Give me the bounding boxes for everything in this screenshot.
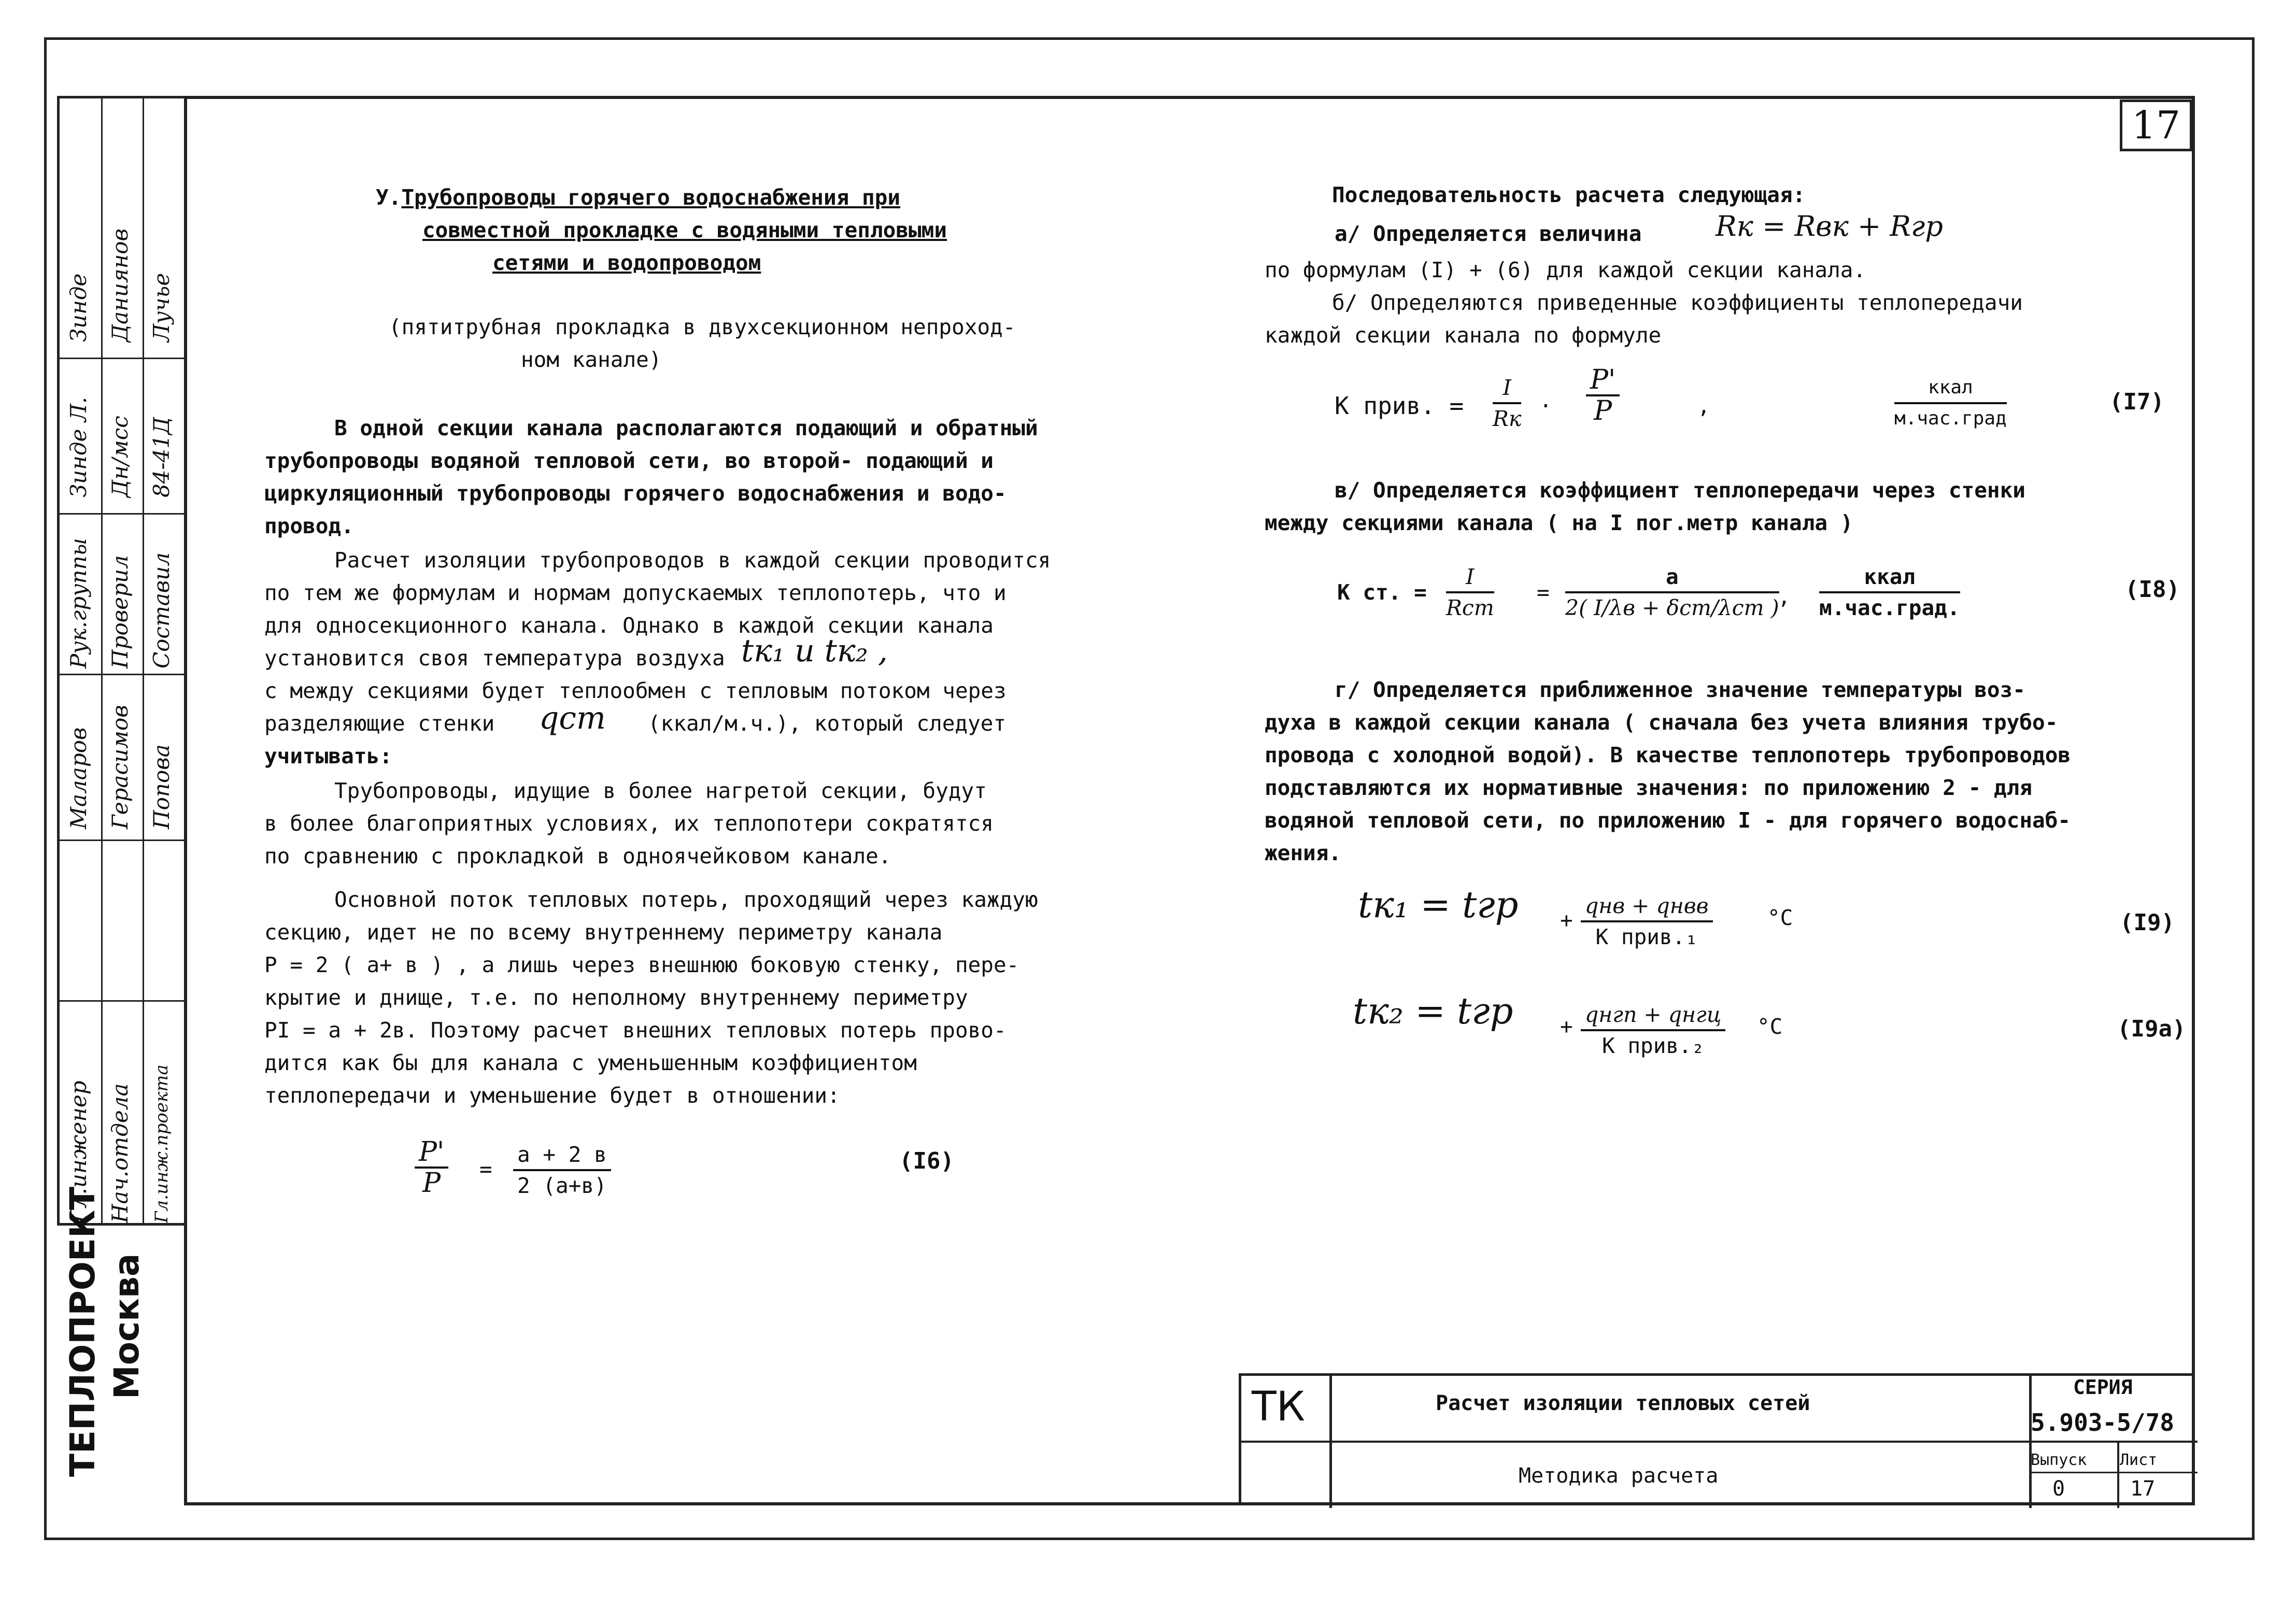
formula-rk: Rк = Rвк + Rгр: [1716, 210, 1943, 243]
paragraph-line: Последовательность расчета следующая:: [1332, 182, 1806, 207]
paragraph-line: Расчет изоляции трубопроводов в каждой секции проводится: [334, 548, 1051, 573]
paragraph-line: Трубопроводы, идущие в более нагретой секции, будут: [334, 778, 987, 803]
heat-flow-symbol: qст: [539, 700, 606, 736]
temperature-symbols: tк₁ и tк₂ ,: [741, 633, 888, 669]
paragraph-line: по формулам (I) + (6) для каждой секции канала.: [1265, 258, 1866, 282]
series-number: 5.903-5/78: [2031, 1408, 2174, 1436]
eq19-lhs: tк₁ = tгр: [1358, 884, 1519, 926]
comma: ,: [1697, 393, 1710, 418]
title-block-title: Расчет изоляции тепловых сетей: [1436, 1391, 1810, 1415]
eq17-lhs: K прив. =: [1335, 392, 1464, 420]
eq19a-fraction: qнгп + qнгц K прив.₂: [1581, 1000, 1725, 1060]
eq17-term1: I Rк: [1493, 373, 1521, 433]
stamp-role: Гл.инж.проекта: [151, 1064, 172, 1223]
stamp-signature: Дн/мсс: [107, 416, 133, 497]
eq18-term1: I Rст: [1446, 562, 1494, 622]
eq16-lhs: $\frac{P'}{P}$: [415, 1137, 448, 1198]
plus-sign: +: [1560, 1014, 1573, 1039]
paragraph-line: духа в каждой секции канала ( сначала без учета влияния трубо-: [1265, 710, 2058, 735]
stamp-role: Нач.отдела: [107, 1083, 133, 1223]
sheet-label: Лист: [2120, 1451, 2158, 1469]
paragraph-line: г/ Определяется приближенное значение температуры воз-: [1335, 677, 2025, 702]
paragraph-line: между секциями канала ( на I пог.метр канала ): [1265, 510, 1853, 535]
paragraph-line: разделяющие стенки: [264, 711, 495, 736]
title-block-code: ТК: [1252, 1384, 1306, 1430]
paragraph-line: дится как бы для канала с уменьшенным коэффициентом: [264, 1050, 917, 1075]
stamp-name: Зинде: [66, 273, 91, 342]
equals-sign: =: [479, 1157, 492, 1182]
section-subheading: ном канале): [521, 347, 662, 372]
paragraph-line: PI = а + 2в. Поэтому расчет внешних тепловых потерь прово-: [264, 1018, 1007, 1043]
equation-number: (I6): [899, 1148, 954, 1174]
paragraph-line: жения.: [1265, 841, 1342, 865]
issue-number: 0: [2052, 1477, 2065, 1501]
paragraph-line: теплопередачи и уменьшение будет в отношении:: [264, 1083, 840, 1108]
paragraph-line: провод.: [264, 514, 354, 538]
stamp-name: Попова: [149, 744, 174, 829]
sheet-number-block: 17: [2130, 1477, 2156, 1501]
paragraph-line: подставляются их нормативные значения: по приложению 2 - для: [1265, 775, 2033, 800]
paragraph-line: P = 2 ( а+ в ) , а лишь через внешнюю боковую стенку, пере-: [264, 952, 1019, 977]
equation-number: (I8): [2125, 576, 2180, 603]
eq17-term2: $\frac{P'}{P}$: [1586, 365, 1620, 425]
section-heading-line: совместной прокладке с водяными тепловыми: [422, 218, 947, 243]
eq19a-unit: °C: [1757, 1014, 1783, 1039]
stamp-signature: 84-41Д: [149, 417, 174, 497]
paragraph-line: в/ Определяется коэффициент теплопередачи через стенки: [1335, 478, 2025, 503]
paragraph-line: Основной поток тепловых потерь, проходящий через каждую: [334, 887, 1038, 912]
section-subheading: (пятитрубная прокладка в двухсекционном непроход-: [389, 315, 1016, 339]
section-heading-line: сетями и водопроводом: [492, 250, 761, 275]
paragraph-line: по тем же формулам и нормам допускаемых теплопотерь, что и: [264, 580, 1007, 605]
stamp-role: Проверил: [107, 555, 133, 668]
paragraph-line: циркуляционный трубопроводы горячего водоснабжения и водо-: [264, 481, 1007, 506]
stamp-role: Рук.группы: [66, 538, 91, 668]
paragraph-line: установится своя температура воздуха: [264, 646, 725, 671]
eq17-unit: ккал м.час.град: [1894, 373, 2007, 433]
paragraph-line: каждой секции канала по формуле: [1265, 323, 1662, 348]
stamp-role: Составил: [149, 552, 174, 668]
series-label: СЕРИЯ: [2073, 1376, 2133, 1399]
eq16-rhs: а + 2 в 2 (а+в): [513, 1140, 611, 1200]
paragraph-line: с между секциями будет теплообмен с тепловым потоком через: [264, 678, 1007, 703]
dot-operator: ·: [1539, 393, 1552, 418]
title-block-subtitle: Методика расчета: [1519, 1464, 1719, 1488]
equation-number: (I9): [2120, 909, 2175, 936]
stamp-name: Герасимов: [107, 705, 133, 829]
equation-number: (I7): [2109, 389, 2164, 415]
paragraph-line: в более благоприятных условиях, их теплопотери сократятся: [264, 811, 994, 836]
eq18-unit: ккал м.час.град.: [1819, 562, 1960, 622]
stamp-name: Малаpoв: [66, 727, 91, 829]
paragraph-line: крытие и днище, т.е. по неполному внутреннему периметру: [264, 985, 968, 1010]
sheet-number: 17: [2120, 99, 2192, 151]
plus-sign: +: [1560, 908, 1573, 933]
paragraph-line: для односекционного канала. Однако в каждой секции канала: [264, 613, 994, 638]
paragraph-line: а/ Определяется величина: [1335, 221, 1642, 246]
eq18-lhs: K ст. =: [1337, 580, 1427, 605]
paragraph-line: В одной секции канала располагаются подающий и обратный: [334, 416, 1038, 440]
issue-label: Выпуск: [2031, 1451, 2087, 1469]
eq19-fraction: qнв + qнвв K прив.₁: [1581, 891, 1713, 951]
paragraph-line: провода с холодной водой). В качестве теплопотерь трубопроводов: [1265, 743, 2071, 767]
eq19a-lhs: tк₂ = tгр: [1353, 990, 1513, 1032]
stamp-name: Лучье: [149, 273, 174, 342]
stamp-name: Даниянов: [107, 228, 133, 342]
organization-city: Москва: [107, 1253, 147, 1399]
eq19-unit: °C: [1767, 905, 1793, 930]
paragraph-line: учитывать:: [264, 744, 392, 769]
paragraph-line: б/ Определяются приведенные коэффициенты теплопередачи: [1332, 290, 2023, 315]
paragraph-line: трубопроводы водяной тепловой сети, во второй- подающий и: [264, 448, 994, 473]
stamp-role: Гл.инженер: [66, 1080, 91, 1223]
stamp-signature: Зинде Л.: [66, 396, 91, 497]
equation-number: (I9а): [2117, 1016, 2186, 1042]
paragraph-line: (ккал/м.ч.), который следует: [648, 711, 1007, 736]
section-heading: У.Трубопроводы горячего водоснабжения при: [376, 185, 901, 210]
paragraph-line: водяной тепловой сети, по приложению I - для горячего водоснаб-: [1265, 808, 2071, 833]
paragraph-line: секцию, идет не по всему внутреннему периметру канала: [264, 920, 943, 945]
equals-sign: =: [1537, 580, 1550, 605]
comma: ,: [1778, 584, 1791, 609]
eq18-term2: а 2( I/λв + δст/λст ): [1565, 562, 1779, 622]
paragraph-line: по сравнению с прокладкой в одноячейковом канале.: [264, 844, 891, 869]
organization-name: ТЕПЛОПРОЕКТ: [63, 1186, 103, 1477]
